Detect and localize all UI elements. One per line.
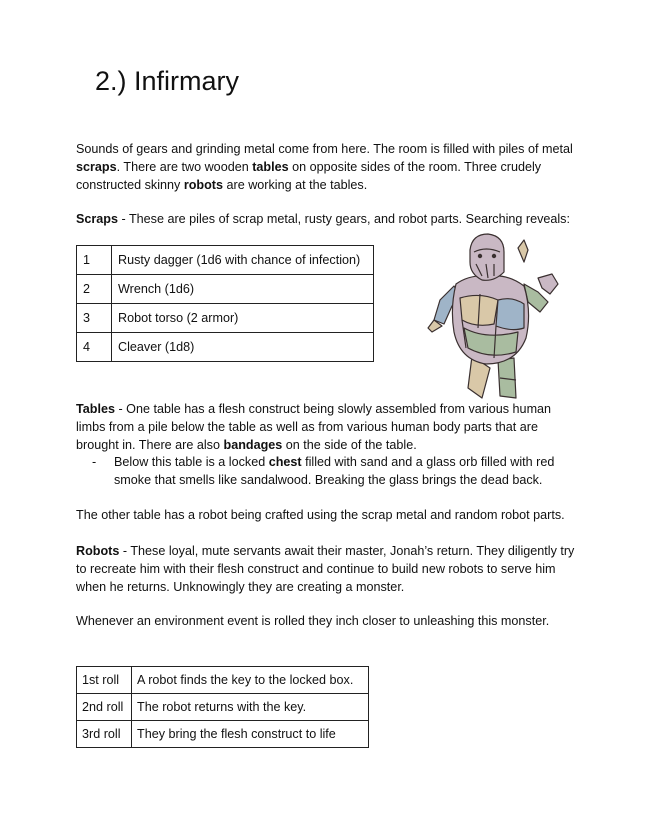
roll-label: 3rd roll: [77, 721, 132, 748]
environment-paragraph: Whenever an environment event is rolled they inch closer to unleashing this monster.: [76, 614, 550, 628]
bold-term: tables: [252, 160, 289, 174]
row-item: Cleaver (1d8): [112, 333, 374, 362]
table-row: [77, 275, 374, 304]
scraps-label: Scraps: [76, 212, 119, 226]
roll-event: The robot returns with the key.: [132, 694, 369, 721]
flesh-construct-illustration: [420, 228, 570, 403]
bold-term: robots: [183, 178, 223, 192]
bold-term: scraps: [76, 160, 117, 174]
bold-term: bandages: [223, 438, 283, 452]
row-number: 4: [77, 333, 112, 362]
bold-term: Tables: [76, 402, 115, 416]
bold-term: chest: [268, 455, 302, 469]
scraps-text: - These are piles of scrap metal, rusty gears, and robot parts. Searching reveals:: [118, 212, 570, 226]
table-row: [77, 667, 369, 694]
row-number: 2: [77, 275, 112, 304]
roll-event: They bring the flesh construct to life: [132, 721, 369, 748]
row-number: 1: [77, 246, 112, 275]
table-row: [77, 304, 374, 333]
robots-paragraph: Robots - These loyal, mute servants await their master, Jonah’s return. They diligently try to recreate him with their flesh construct and continue to build new robots to serve him when he returns. Unknowingly they are creating a monster.: [76, 544, 575, 594]
intro-paragraph: Sounds of gears and grinding metal come from here. The room is filled with piles of metal scraps. There are two wooden tables on opposite sides of the room. Three crudely constructed skinny robots are working at the tables.: [76, 142, 573, 192]
table-row: [77, 333, 374, 362]
chest-bullet-text: Below this table is a locked chest filled with sand and a glass orb filled with red smoke that smells like sandalwood. Breaking the glass brings the dead back.: [114, 455, 555, 487]
table-row: [77, 694, 369, 721]
bold-term: Robots: [76, 544, 120, 558]
tables-paragraph: Tables - One table has a flesh construct being slowly assembled from various human limbs from a pile below the table as well as from various human body parts that are brought in. There are also bandages on the side of the table.: [76, 402, 552, 452]
environment-roll-table: [76, 666, 369, 748]
roll-event: A robot finds the key to the locked box.: [132, 667, 369, 694]
row-item: Rusty dagger (1d6 with chance of infection): [112, 246, 374, 275]
row-item: Robot torso (2 armor): [112, 304, 374, 333]
table-row: [77, 721, 369, 748]
table-row: [77, 246, 374, 275]
bullet-dash: -: [92, 455, 97, 469]
row-item: Wrench (1d6): [112, 275, 374, 304]
roll-label: 1st roll: [77, 667, 132, 694]
row-number: 3: [77, 304, 112, 333]
other-table-paragraph: The other table has a robot being crafted using the scrap metal and random robot parts.: [76, 508, 565, 522]
roll-label: 2nd roll: [77, 694, 132, 721]
scraps-table: [76, 245, 374, 362]
page-title: 2.) Infirmary: [95, 66, 240, 96]
scraps-paragraph: [76, 210, 596, 228]
